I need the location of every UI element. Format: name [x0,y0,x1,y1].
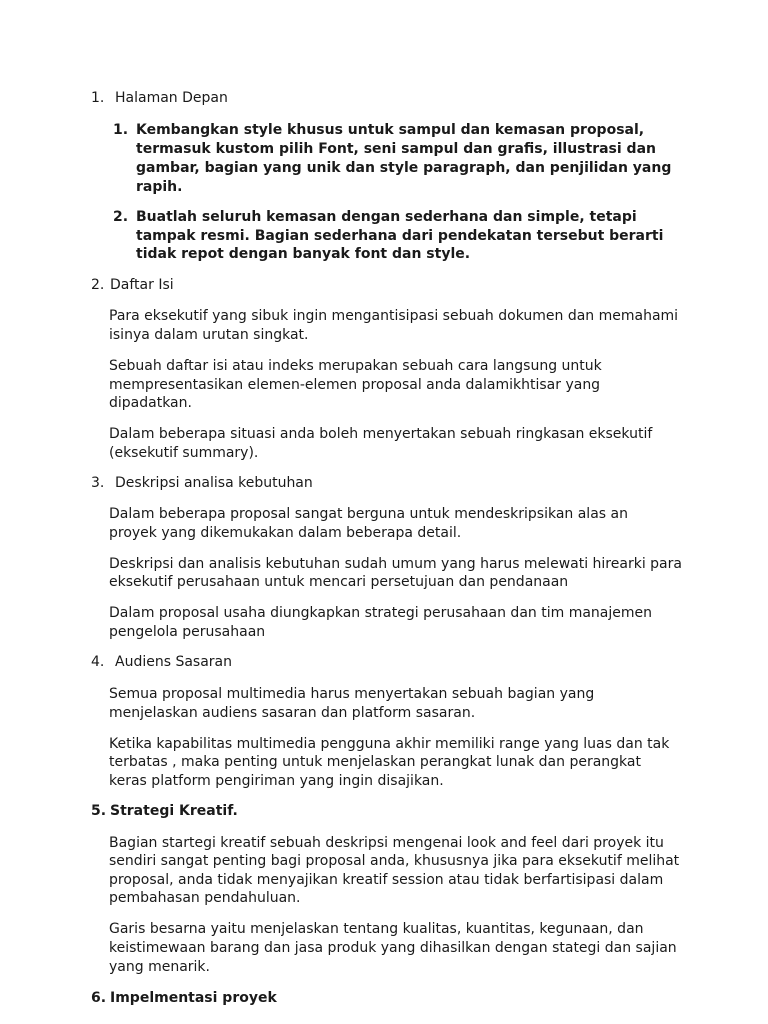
section-1-item-1-number: 1. [113,122,129,138]
paragraph-line: Dalam proposal usaha diungkapkan strategi perusahaan dan tim manajemen [109,605,652,621]
paragraph-line: isinya dalam urutan singkat. [109,327,309,343]
section-4-title: Audiens Sasaran [115,654,233,670]
paragraph-line: Bagian startegi kreatif sebuah deskripsi mengenai look and feel dari proyek itu [109,835,664,851]
paragraph-line: Para eksekutif yang sibuk ingin mengantisipasi sebuah dokumen dan memahami [109,308,679,324]
section-1-item-1-line: gambar, bagian yang unik dan style paragraph, dan penjilidan yang [136,160,672,176]
paragraph-line: Dalam beberapa situasi anda boleh menyertakan sebuah ringkasan eksekutif [109,426,653,442]
paragraph-line: pengelola perusahaan [109,624,266,640]
section-1-item-1-line: Kembangkan style khusus untuk sampul dan kemasan proposal, [136,122,645,138]
paragraph-line: eksekutif perusahaan untuk mencari persetujuan dan pendanaan [109,574,569,590]
section-1-item-2-line: Buatlah seluruh kemasan dengan sederhana dan simple, tetapi [136,209,637,225]
section-3-title: Deskripsi analisa kebutuhan [115,475,313,491]
paragraph-line: terbatas , maka penting untuk menjelaskan perangkat lunak dan perangkat [109,754,641,770]
section-1-item-2-number: 2. [113,209,129,225]
section-5-number: 5. [91,803,107,819]
paragraph-line: (eksekutif summary). [109,445,259,461]
section-6-number: 6. [91,990,107,1006]
paragraph-line: proposal, anda tidak menyajikan kreatif session atau tidak berfartisipasi dalam [109,872,664,888]
section-3-number: 3. [91,475,105,491]
section-2-title: Daftar Isi [110,277,174,293]
paragraph-line: dipadatkan. [109,395,192,411]
paragraph-line: Sebuah daftar isi atau indeks merupakan sebuah cara langsung untuk [109,358,602,374]
paragraph-line: Semua proposal multimedia harus menyertakan sebuah bagian yang [109,686,595,702]
paragraph-line: sendiri sangat penting bagi proposal anda, khususnya jika para eksekutif melihat [109,853,680,869]
paragraph-line: keistimewaan barang dan jasa produk yang dihasilkan dengan stategi dan sajian [109,940,677,956]
section-4-number: 4. [91,654,105,670]
section-2-number: 2. [91,277,105,293]
paragraph-line: Garis besarna yaitu menjelaskan tentang kualitas, kuantitas, kegunaan, dan [109,921,644,937]
section-1-number: 1. [91,90,105,106]
section-1-item-1-line: termasuk kustom pilih Font, seni sampul dan grafis, illustrasi dan [136,141,656,157]
paragraph-line: menjelaskan audiens sasaran dan platform sasaran. [109,705,476,721]
paragraph-line: Deskripsi dan analisis kebutuhan sudah umum yang harus melewati hirearki para [109,556,682,572]
section-1-item-2-line: tampak resmi. Bagian sederhana dari pendekatan tersebut berarti [136,228,664,244]
paragraph-line: keras platform pengiriman yang ingin disajikan. [109,773,444,789]
section-1-item-1-line: rapih. [136,179,183,195]
section-6-title: Impelmentasi proyek [110,990,277,1006]
paragraph-line: Dalam beberapa proposal sangat berguna untuk mendeskripsikan alas an [109,506,628,522]
section-1-item-2-line: tidak repot dengan banyak font dan style. [136,246,471,262]
paragraph-line: mempresentasikan elemen-elemen proposal anda dalamikhtisar yang [109,377,601,393]
paragraph-line: proyek yang dikemukakan dalam beberapa detail. [109,525,462,541]
paragraph-line: yang menarik. [109,959,210,975]
paragraph-line: Ketika kapabilitas multimedia pengguna akhir memiliki range yang luas dan tak [109,736,670,752]
paragraph-line: pembahasan pendahuluan. [109,890,301,906]
section-5-title: Strategi Kreatif. [110,803,238,819]
section-1-title: Halaman Depan [115,90,228,106]
